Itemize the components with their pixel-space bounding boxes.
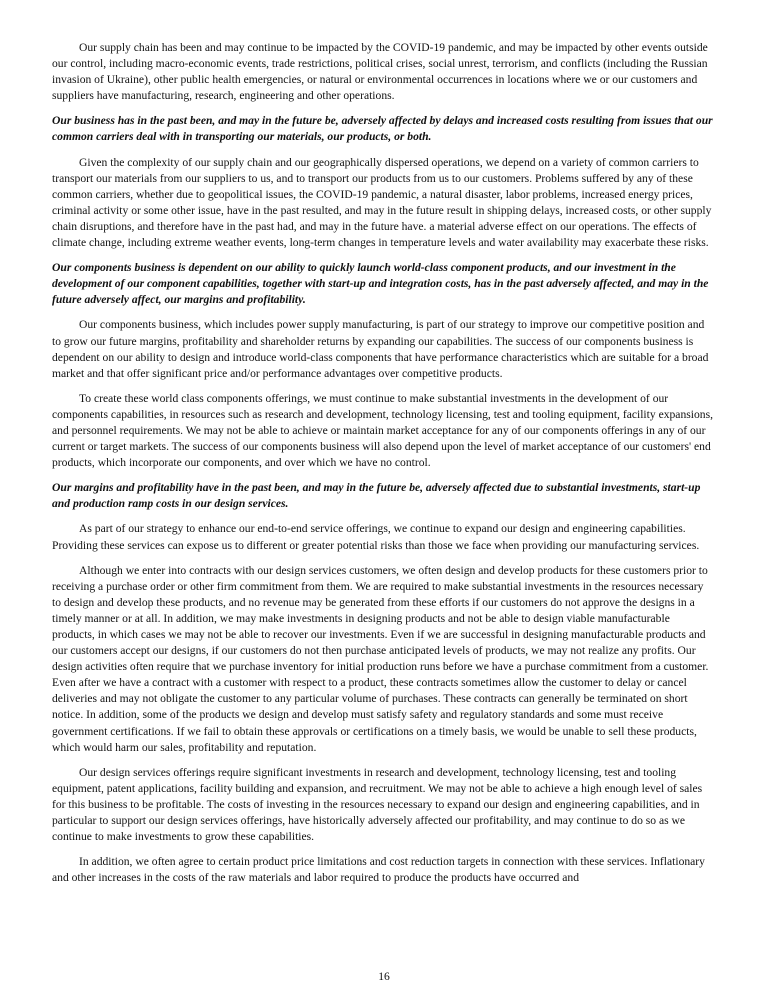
risk-heading-design-services: Our margins and profitability have in the past been, and may in the future be, adversely affected due to substantial investments, start-up and production ramp costs in our design services. (52, 481, 701, 511)
paragraph-supply-chain-covid: Our supply chain has been and may continue to be impacted by the COVID-19 pandemic, and may be impacted by other events outside our control, including macro-economic events, trade restrictions, political crises, social unrest, terrorism, and conflicts (including the Russian invasion of Ukraine), other public health emergencies, or natural or environmental occurrences in locations where we or our customers and suppliers have manufacturing, research, engineering and other operations. (52, 41, 708, 103)
paragraph-design-contracts: Although we enter into contracts with our design services customers, we often design and develop products for these customers prior to receiving a purchase order or other firm commitment from them. We are required to make substantial investments in the resources necessary to design and develop these products, and no revenue may be generated from these efforts if our customers do not approve the designs in a timely manner or at all. In addition, we may make investments in designing products and not be able to design viable manufacturable products, in which cases we may not be able to recover our investments. Even if we are successful in designing manufacturable products and our customers accept our designs, if our customers do not then purchase anticipated levels of products, we may not realize any profits. Our design activities often require that we purchase inventory for initial production runs before we have a purchase commitment from a customer. Even after we have a contract with a customer with respect to a product, these contracts sometimes allow the customer to delay or cancel deliveries and may not obligate the customer to any particular volume of purchases. These contracts can generally be terminated on short notice. In addition, some of the products we design and develop must satisfy safety and regulatory standards and some must receive government certifications. If we fail to obtain these approvals or certifications on a timely basis, we would be unable to sell these products, which would harm our sales, profitability and reputation. (52, 563, 709, 754)
paragraph-components-investment: To create these world class components offerings, we must continue to make substantial investments in the development of our components capabilities, in resources such as research and development, technology licensing, test and tooling equipment, facility expansions, and personnel requirements. We may not be able to achieve or maintain market acceptance for any of our components offerings in any of our current or target markets. The success of our components business will also depend upon the level of market acceptance of our customers' end products, which incorporate our components, and over which we have no control. (52, 391, 713, 470)
page-number: 16 (378, 970, 390, 983)
paragraph-components-strategy: Our components business, which includes power supply manufacturing, is part of our strategy to improve our competitive position and to grow our future margins, profitability and shareholder returns by expanding our capabilities. The success of our components business is dependent on our ability to design and introduce world-class components that have performance characteristics which are suitable for a broad market and that offer significant price and/or performance advantages over competitive products. (52, 318, 709, 380)
paragraph-design-investments: Our design services offerings require significant investments in research and development, technology licensing, test and tooling equipment, patent applications, facility building and expansion, and recruitment. We may not be able to achieve a high enough level of sales for this business to be profitable. The costs of investing in the resources necessary to expand our design and engineering capabilities, and in particular to support our design services offerings, have historically adversely affected our profitability, and may continue to do so as we continue to make investments to grow these capabilities. (52, 765, 703, 844)
risk-heading-components-business: Our components business is dependent on our ability to quickly launch world-class component products, and our investment in the development of our component capabilities, together with start-up and integration costs, has in the past adversely affected, and may in the future adversely affect, our margins and profitability. (52, 261, 709, 307)
paragraph-common-carriers: Given the complexity of our supply chain and our geographically dispersed operations, we depend on a variety of common carriers to transport our materials from our suppliers to us, and to transport our products from us to our customers. Problems suffered by any of these common carriers, whether due to geopolitical issues, the COVID-19 pandemic, a natural disaster, labor problems, increased energy prices, criminal activity or some other issue, have in the past resulted, and may in the future result in shipping delays, increased costs, or other supply chain disruptions, and therefore have in the past had, and may in the future have. a material adverse effect on our operations. The effects of climate change, including extreme weather events, long-term changes in temperature levels and water availability may exacerbate these risks. (52, 155, 712, 250)
document-body (52, 40, 715, 895)
paragraph-price-limitations: In addition, we often agree to certain product price limitations and cost reduction targets in connection with these services. Inflationary and other increases in the costs of the raw materials and labor required to produce the products have occurred and (52, 855, 705, 885)
paragraph-design-expansion: As part of our strategy to enhance our end-to-end service offerings, we continue to expand our design and engineering capabilities. Providing these services can expose us to different or greater potential risks than those we face when providing our manufacturing services. (52, 522, 700, 552)
risk-heading-common-carriers: Our business has in the past been, and may in the future be, adversely affected by delays and increased costs resulting from issues that our common carriers deal with in transporting our materials, our products, or both. (52, 114, 713, 144)
